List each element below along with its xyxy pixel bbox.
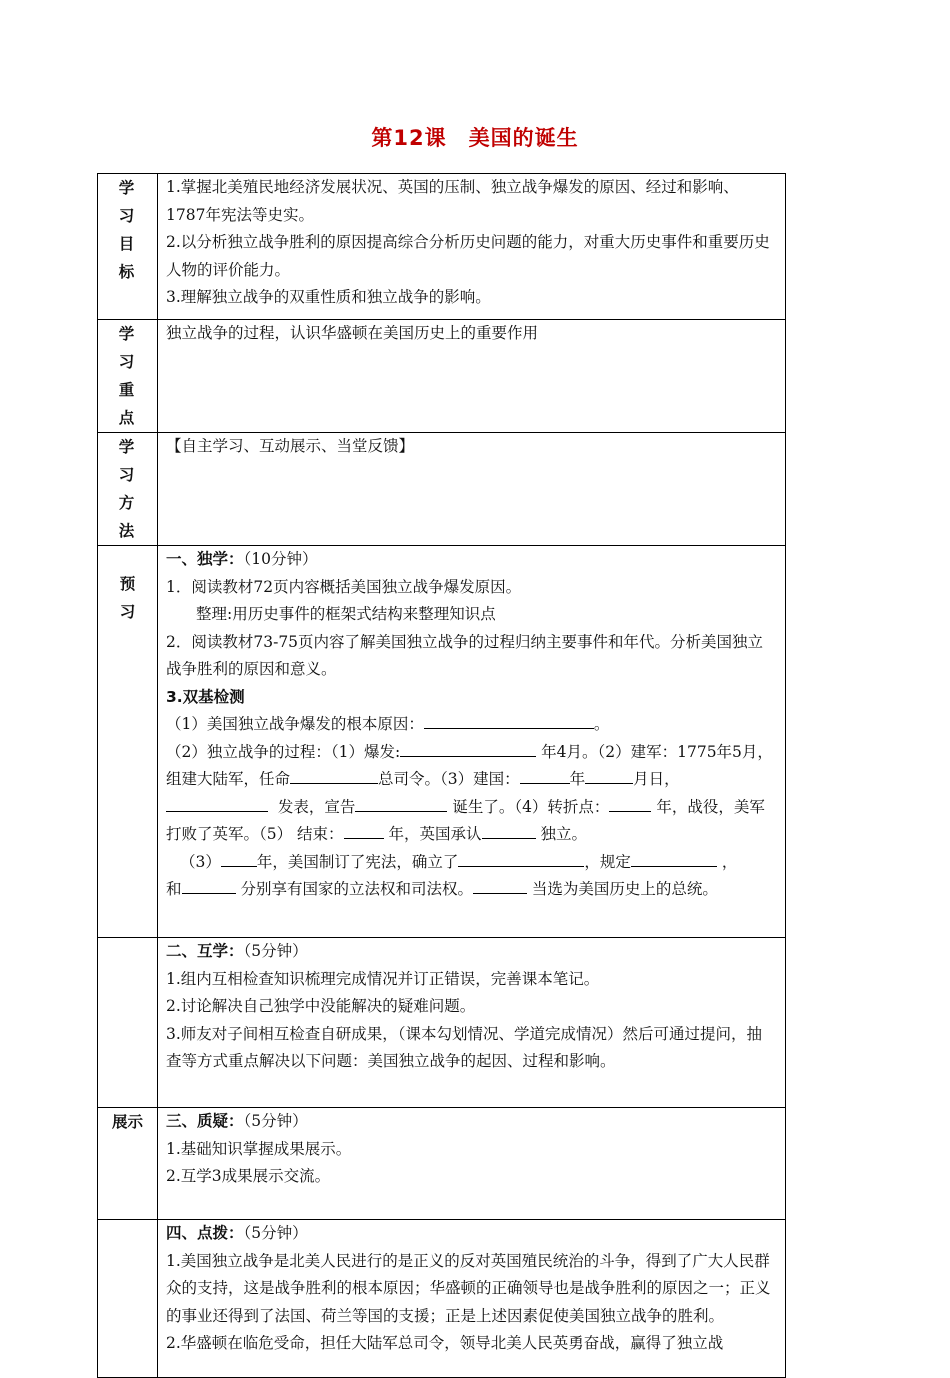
mutual-item: 2.讨论解决自己独学中没能解决的疑难问题。 xyxy=(166,997,476,1015)
goals-content xyxy=(158,174,786,320)
fill-blank[interactable] xyxy=(400,739,536,757)
label-focus: 学 习 重 点 xyxy=(98,320,158,433)
fill-blank[interactable] xyxy=(473,876,527,894)
row-focus xyxy=(98,320,786,433)
fill-blank[interactable] xyxy=(182,876,236,894)
page-title: 第12课 美国的诞生 xyxy=(371,126,579,150)
row-goals xyxy=(98,174,786,320)
row-preview xyxy=(98,546,786,938)
fill-blank[interactable] xyxy=(355,794,447,812)
fill-blank[interactable] xyxy=(458,849,584,867)
label-preview: 预 习 xyxy=(98,546,158,938)
show-content: 三、质疑：（5分钟） 1.基础知识掌握成果展示。 2.互学3成果展示交流。 xyxy=(158,1108,786,1220)
row-guide xyxy=(98,1220,786,1378)
preview-q1-note: 整理:用历史事件的框架式结构来整理知识点 xyxy=(196,605,496,623)
drill-2: （2）独立战争的过程：（1）爆发: 年4月。（2）建军：1775年5月，组建大陆军，任命 总司令。（3）建国： 年 月日， 发表，宣告 诞生了。（4）转折点： 年，战役，美军打败了英军。（5） 结束： 年，英国承认 独立。 xyxy=(166,739,777,849)
mutual-item: 1.组内互相检查知识梳理完成情况并订正错误，完善课本笔记。 xyxy=(166,969,600,988)
section-heading: 一、独学： xyxy=(166,550,244,568)
section-heading: 四、点拨： xyxy=(166,1224,244,1242)
drill-3: （3） 年，美国制订了宪法，确立了 ，规定 ， xyxy=(166,849,777,877)
section-heading: 三、质疑： xyxy=(166,1112,244,1130)
preview-q3-heading: 3.双基检测 xyxy=(166,687,245,706)
label-method: 学 习 方 法 xyxy=(98,433,158,546)
fill-blank[interactable] xyxy=(166,794,268,812)
goal-item: 3.理解独立战争的双重性质和独立战争的影响。 xyxy=(166,288,491,306)
fill-blank[interactable] xyxy=(520,766,570,784)
drill-1: （1）美国独立战争爆发的根本原因： 。 xyxy=(166,711,777,739)
preview-content: 一、独学：（10分钟） 1．阅读教材72页内容概括美国独立战争爆发原因。 整理:用历史事件的框架式结构来整理知识点 2．阅读教材73-75页内容了解美国独立战争的过程归纳主要事件和年代。分析美国独立战争胜利的原因和意义。 3.双基检测 （1）美国独立战争爆发的根本原因： 。 （2）独立战争的过程：（1）爆发: 年4月。（2）建军：1775年5月，组建大陆军，任命 总司令。（3）建国： 年 月日， 发表，宣告 诞生了。（4）转折点： 年，战役，美军打败了英军。（5） 结束： 年，英国承认 独立。 （3） 年，美国制订了宪法，确立了 ，规定 ， 和 分别享有国家的立法权和司法权。 当选为美国历史上的总统。 xyxy=(158,546,786,938)
method-content: 【自主学习、互动展示、当堂反馈】 xyxy=(158,433,786,546)
fill-blank[interactable] xyxy=(585,766,633,784)
row-mutual xyxy=(98,938,786,1108)
focus-content: 独立战争的过程，认识华盛顿在美国历史上的重要作用 xyxy=(158,320,786,433)
fill-blank[interactable] xyxy=(631,849,717,867)
fill-blank[interactable] xyxy=(290,766,378,784)
label-goals: 学 习 目 标 xyxy=(98,174,158,320)
guide-item: 2.华盛顿在临危受命，担任大陆军总司令，领导北美人民英勇奋战，赢得了独立战 xyxy=(166,1334,724,1352)
guide-content: 四、点拨：（5分钟） 1.美国独立战争是北美人民进行的是正义的反对英国殖民统治的斗争，得到了广大人民群众的支持，这是战争胜利的根本原因；华盛顿的正确领导也是战争胜利的原因之一；正义的事业还得到了法国、荷兰等国的支援；正是上述因素促使美国独立战争的胜利。 2.华盛顿在临危受命，担任大陆军总司令，领导北美人民英勇奋战，赢得了独立战 xyxy=(158,1220,786,1378)
label-mutual xyxy=(98,938,158,1108)
mutual-content: 二、互学：（5分钟） 1.组内互相检查知识梳理完成情况并订正错误，完善课本笔记。 2.讨论解决自己独学中没能解决的疑难问题。 3.师友对子间相互检查自研成果，（课本勾划情况、学道完成情况）然后可通过提问，抽查等方式重点解决以下问题：美国独立战争的起因、过程和影响。 xyxy=(158,938,786,1108)
fill-blank[interactable] xyxy=(344,821,384,839)
fill-blank[interactable] xyxy=(609,794,651,812)
preview-q1: 1．阅读教材72页内容概括美国独立战争爆发原因。 xyxy=(166,577,522,596)
fill-blank[interactable] xyxy=(221,849,257,867)
show-item: 2.互学3成果展示交流。 xyxy=(166,1167,331,1185)
section-heading: 二、互学： xyxy=(166,942,244,960)
mutual-item: 3.师友对子间相互检查自研成果，（课本勾划情况、学道完成情况）然后可通过提问，抽查等方式重点解决以下问题：美国独立战争的起因、过程和影响。 xyxy=(166,1024,763,1070)
show-item: 1.基础知识掌握成果展示。 xyxy=(166,1139,352,1158)
fill-blank[interactable] xyxy=(482,821,536,839)
row-show xyxy=(98,1108,786,1220)
drill-3-cont: 和 分别享有国家的立法权和司法权。 当选为美国历史上的总统。 xyxy=(166,876,777,904)
guide-item: 1.美国独立战争是北美人民进行的是正义的反对英国殖民统治的斗争，得到了广大人民群众的支持，这是战争胜利的根本原因；华盛顿的正确领导也是战争胜利的原因之一；正义的事业还得到了法国、荷兰等国的支援；正是上述因素促使美国独立战争的胜利。 xyxy=(166,1251,771,1325)
label-show: 展示 xyxy=(98,1108,158,1220)
label-guide xyxy=(98,1220,158,1378)
fill-blank[interactable] xyxy=(424,711,594,729)
goal-item: 2.以分析独立战争胜利的原因提高综合分析历史问题的能力，对重大历史事件和重要历史人物的评价能力。 xyxy=(166,233,770,279)
row-method xyxy=(98,433,786,546)
study-plan-table xyxy=(97,173,786,1378)
preview-q2: 2．阅读教材73-75页内容了解美国独立战争的过程归纳主要事件和年代。分析美国独立战争胜利的原因和意义。 xyxy=(166,632,764,678)
goal-item: 1.掌握北美殖民地经济发展状况、英国的压制、独立战争爆发的原因、经过和影响、1787年宪法等史实。 xyxy=(166,178,739,224)
